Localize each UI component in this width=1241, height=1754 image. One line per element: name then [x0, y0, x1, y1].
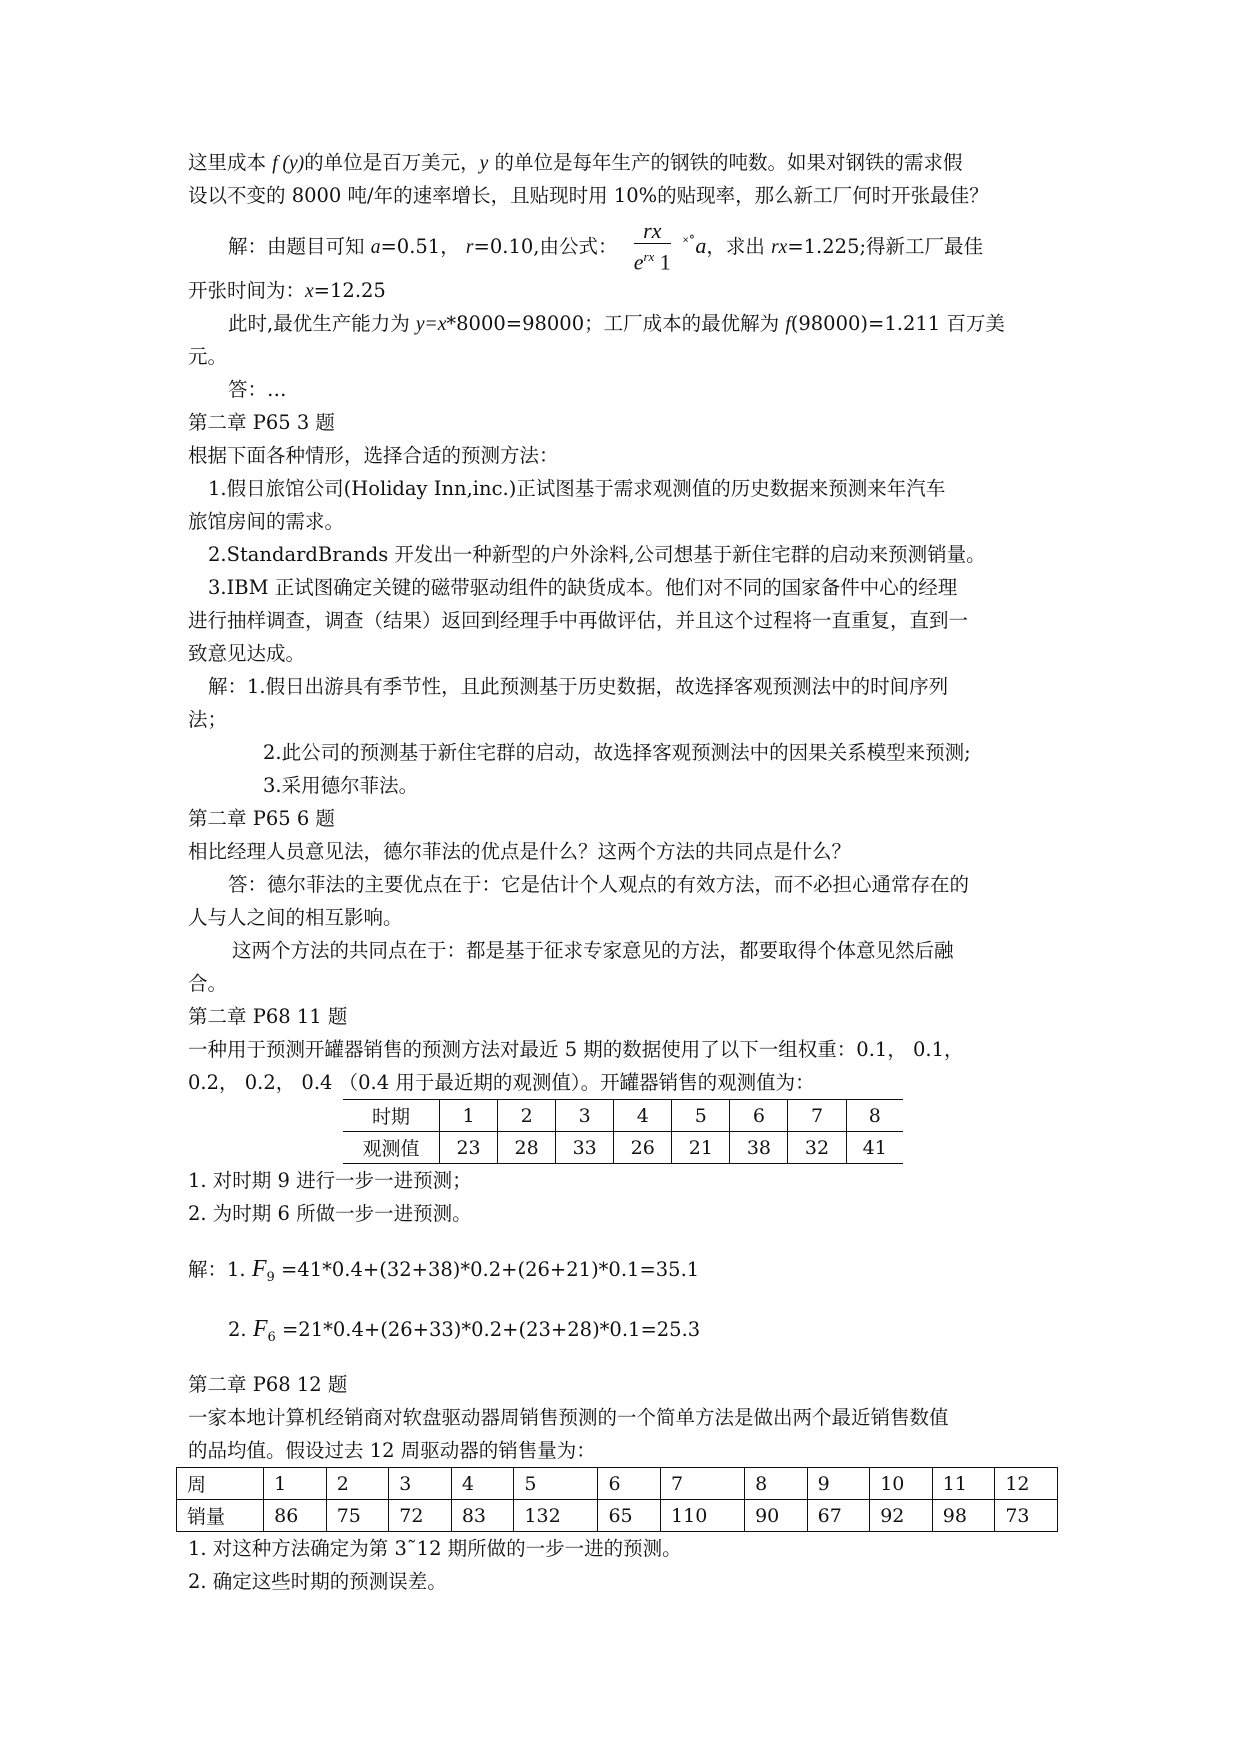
table-cell: 5 [672, 1100, 730, 1132]
table-cell: 33 [556, 1132, 614, 1164]
table-cell: 73 [995, 1500, 1058, 1532]
text-line: 相比经理人员意见法，德尔菲法的优点是什么？这两个方法的共同点是什么？ [188, 840, 852, 863]
section-heading: 第二章 P68 12 题 [188, 1373, 348, 1396]
table-cell: 67 [807, 1500, 870, 1532]
text-line: 元。 [188, 345, 228, 368]
text-line: 的品均值。假设过去 12 周驱动器的销售量为： [188, 1439, 596, 1462]
text-line: 开张时间为：x=12.25 [188, 279, 386, 302]
text-line: 根据下面各种情形，选择合适的预测方法： [188, 444, 559, 467]
table-cell: 3 [556, 1100, 614, 1132]
table-header-cell: 销量 [177, 1500, 264, 1532]
table-cell: 90 [745, 1500, 808, 1532]
solution-line: 3.采用德尔菲法。 [263, 774, 419, 797]
table-row [343, 1100, 903, 1132]
table-cell: 41 [846, 1132, 903, 1164]
text-line: 进行抽样调查，调查（结果）返回到经理手中再做评估，并且这个过程将一直重复，直到一 [188, 609, 969, 632]
section-heading: 第二章 P68 11 题 [188, 1005, 348, 1028]
table-cell: 72 [389, 1500, 452, 1532]
table-cell: 11 [932, 1468, 995, 1500]
text-line: 一家本地计算机经销商对软盘驱动器周销售预测的一个简单方法是做出两个最近销售数值 [188, 1406, 949, 1429]
table-cell: 86 [264, 1500, 327, 1532]
table-cell: 9 [807, 1468, 870, 1500]
text-line: 法； [188, 708, 228, 731]
table-cell: 32 [788, 1132, 846, 1164]
list-item: 1.假日旅馆公司(Holiday Inn,inc.)正试图基于需求观测值的历史数据来预测来年汽车 [208, 477, 946, 500]
table-cell: 28 [498, 1132, 556, 1164]
table-cell: 8 [846, 1100, 903, 1132]
text-line: 一种用于预测开罐器销售的预测方法对最近 5 期的数据使用了以下一组权重：0.1， 0.1， [188, 1038, 964, 1061]
table-header-cell: 观测值 [343, 1132, 440, 1164]
list-item: 3.IBM 正试图确定关键的磁带驱动组件的缺货成本。他们对不同的国家备件中心的经理 [208, 576, 958, 599]
section-heading: 第二章 P65 6 题 [188, 807, 335, 830]
list-item: 1. 对这种方法确定为第 3˜12 期所做的一步一进的预测。 [188, 1537, 682, 1560]
table-cell: 3 [389, 1468, 452, 1500]
table-row [177, 1500, 1058, 1532]
table-cell: 7 [788, 1100, 846, 1132]
text-line: 0.2， 0.2， 0.4 （0.4 用于最近期的观测值）。开罐器销售的观测值为： [188, 1071, 815, 1094]
observation-table [343, 1099, 903, 1164]
section-heading: 第二章 P65 3 题 [188, 411, 335, 434]
solution-line: 2.此公司的预测基于新住宅群的启动，故选择客观预测法中的因果关系模型来预测; [263, 741, 971, 764]
table-row [343, 1132, 903, 1164]
table-cell: 6 [730, 1100, 788, 1132]
fraction-formula: $\frac{rx}{e^{rx} 1}$ [633, 218, 671, 275]
table-cell: 83 [451, 1500, 514, 1532]
solution-line: 解：1.假日出游具有季节性，且此预测基于历史数据，故选择客观预测法中的时间序列 [208, 675, 949, 698]
table-cell: 23 [440, 1132, 498, 1164]
formula-line: 2. $F_6 =21*0.4+(26+33)*0.2+(23+28)*0.1=25.3$ [228, 1316, 701, 1345]
table-cell: 26 [614, 1132, 672, 1164]
table-cell: 1 [440, 1100, 498, 1132]
table-cell: 6 [598, 1468, 661, 1500]
list-item: 2. 为时期 6 所做一步一进预测。 [188, 1202, 472, 1225]
list-item: 2.StandardBrands 开发出一种新型的户外涂料,公司想基于新住宅群的启动来预测销量。 [208, 543, 986, 566]
table-cell: 1 [264, 1468, 327, 1500]
table-cell: 110 [661, 1500, 745, 1532]
sales-table [176, 1467, 1058, 1532]
text-line: 致意见达成。 [188, 642, 306, 665]
table-cell: 5 [514, 1468, 598, 1500]
table-cell: 92 [870, 1500, 933, 1532]
table-cell: 2 [498, 1100, 556, 1132]
table-cell: 21 [672, 1132, 730, 1164]
table-cell: 7 [661, 1468, 745, 1500]
answer-line: 答：… [228, 378, 287, 401]
table-cell: 10 [870, 1468, 933, 1500]
list-item: 2. 确定这些时期的预测误差。 [188, 1570, 447, 1593]
answer-line: 这两个方法的共同点在于：都是基于征求专家意见的方法，都要取得个体意见然后融 [232, 939, 954, 962]
table-cell: 38 [730, 1132, 788, 1164]
table-row [177, 1468, 1058, 1500]
document-page [188, 146, 1058, 1598]
table-cell: 75 [326, 1500, 389, 1532]
text-line: 这里成本 f (y)的单位是百万美元，y 的单位是每年生产的钢铁的吨数。如果对钢铁的需求假 [188, 151, 963, 174]
formula-line: 解：1. $F_9 =41*0.4+(32+38)*0.2+(26+21)*0.1=35.1$ [188, 1256, 700, 1285]
answer-line: 答：德尔菲法的主要优点在于：它是估计个人观点的有效方法，而不必担心通常存在的 [228, 873, 970, 896]
table-cell: 98 [932, 1500, 995, 1532]
text-line: 合。 [188, 972, 228, 995]
list-item: 1. 对时期 9 进行一步一进预测； [188, 1169, 472, 1192]
table-cell: 8 [745, 1468, 808, 1500]
solution-formula-line: 解：由题目可知 a=0.51， r=0.10,由公式： $\frac{rx}{e^{rx} 1}$ ˟˚a，求出 rx=1.225;得新工厂最佳 [228, 218, 984, 275]
text-line: 此时,最优生产能力为 y=x*8000=98000；工厂成本的最优解为 f(98000)=1.211 百万美 [228, 312, 1005, 335]
table-cell: 2 [326, 1468, 389, 1500]
table-cell: 132 [514, 1500, 598, 1532]
table-header-cell: 时期 [343, 1100, 440, 1132]
table-cell: 12 [995, 1468, 1058, 1500]
table-cell: 4 [451, 1468, 514, 1500]
text-line: 旅馆房间的需求。 [188, 510, 345, 533]
table-header-cell: 周 [177, 1468, 264, 1500]
table-cell: 4 [614, 1100, 672, 1132]
table-cell: 65 [598, 1500, 661, 1532]
text-line: 设以不变的 8000 吨/年的速率增长，且贴现时用 10%的贴现率，那么新工厂何时开张最佳？ [188, 184, 989, 207]
text-line: 人与人之间的相互影响。 [188, 906, 403, 929]
